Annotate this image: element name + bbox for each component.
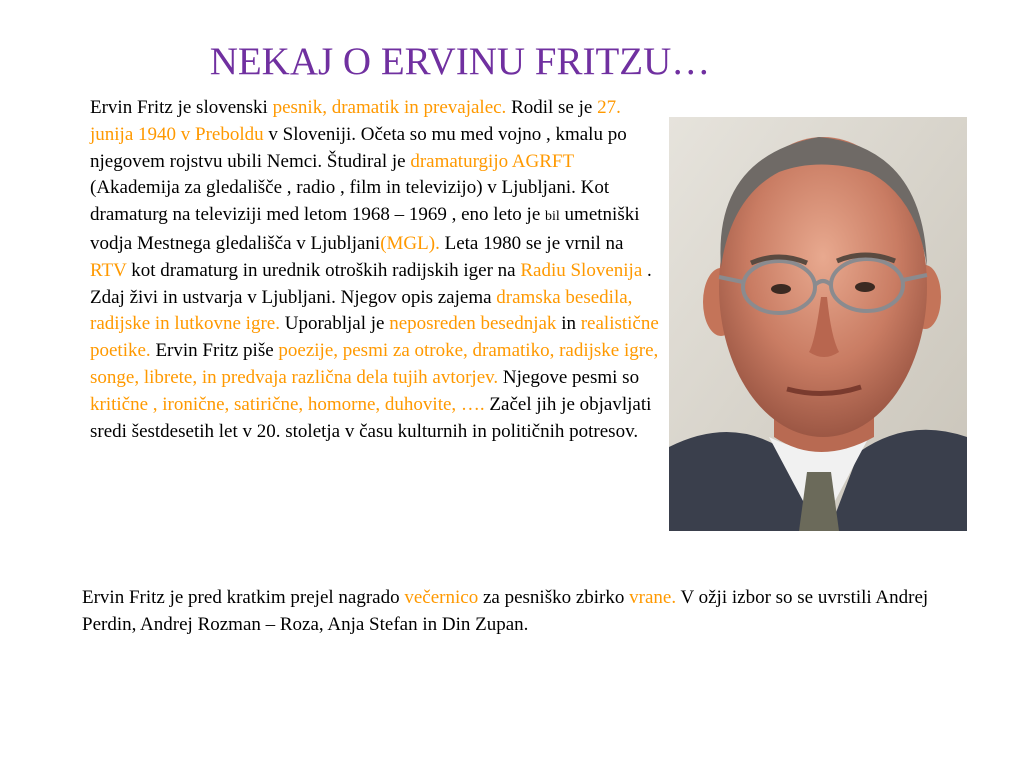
bio-text: v Sloveniji. Očeta so mu med vojno , kmalu po njegovem rojstvu ubili Nemci. Študiral je	[90, 123, 627, 172]
bio-text: umetniški vodja Mestnega gledališča v Ljubljani	[90, 204, 640, 254]
bio-highlight: poezije, pesmi za otroke, dramatiko, radijske igre, songe, librete, in predvaja različna dela tujih avtorjev.	[90, 340, 659, 388]
award-text: V ožji izbor so se uvrstili Andrej Perdin, Andrej Rozman – Roza, Anja Stefan in Din Zupan.	[82, 587, 929, 635]
bio-text: Ervin Fritz je slovenski	[90, 97, 273, 118]
bio-text: (Akademija za gledališče , radio , film in televizijo) v Ljubljani. Kot dramaturg na televiziji med letom 1968 – 1969 , eno leto je	[90, 177, 610, 226]
bio-highlight: 27. junija 1940 v Preboldu	[90, 97, 621, 145]
bio-text: Leta 1980 se je vrnil na	[439, 232, 624, 254]
biography-paragraph	[90, 95, 662, 445]
bio-highlight: (MGL).	[380, 232, 440, 254]
portrait-illustration	[669, 117, 967, 531]
bio-small-text: bil	[545, 209, 560, 225]
award-highlight: vrane.	[629, 587, 677, 608]
award-text: Ervin Fritz je pred kratkim prejel nagrado	[82, 587, 405, 608]
bio-text: . Zdaj živi in ustvarja v Ljubljani. Njegov opis zajema	[90, 259, 652, 308]
bio-highlight: Radiu Slovenija	[520, 259, 643, 281]
portrait-photo	[669, 117, 967, 531]
award-paragraph	[82, 585, 962, 639]
bio-highlight: RTV	[90, 259, 127, 281]
bio-text: Začel jih je objavljati sredi šestdesetih let v 20. stoletja v času kulturnih in političnih potresov.	[90, 393, 652, 442]
bio-text: Ervin Fritz piše	[150, 340, 279, 362]
bio-highlight: kritične , ironične, satirične, homorne, duhovite, ….	[90, 393, 485, 415]
bio-highlight: neposreden besednjak	[389, 313, 557, 335]
bio-text: in	[556, 313, 581, 335]
slide-title: NEKAJ O ERVINU FRITZU…	[209, 40, 711, 83]
bio-highlight: realistične poetike.	[90, 313, 659, 362]
bio-text: Uporabljal je	[279, 313, 390, 335]
award-text: za pesniško zbirko	[478, 587, 630, 608]
bio-text: Rodil se je	[506, 97, 598, 118]
bio-text: kot dramaturg in urednik otroških radijskih iger na	[126, 259, 521, 281]
bio-text: Njegove pesmi so	[498, 366, 640, 388]
bio-highlight: pesnik, dramatik in prevajalec.	[272, 97, 507, 118]
award-highlight: večernico	[404, 587, 479, 608]
bio-highlight: dramska besedila, radijske in lutkovne igre.	[90, 286, 633, 335]
bio-highlight: dramaturgijo AGRFT	[410, 150, 574, 172]
